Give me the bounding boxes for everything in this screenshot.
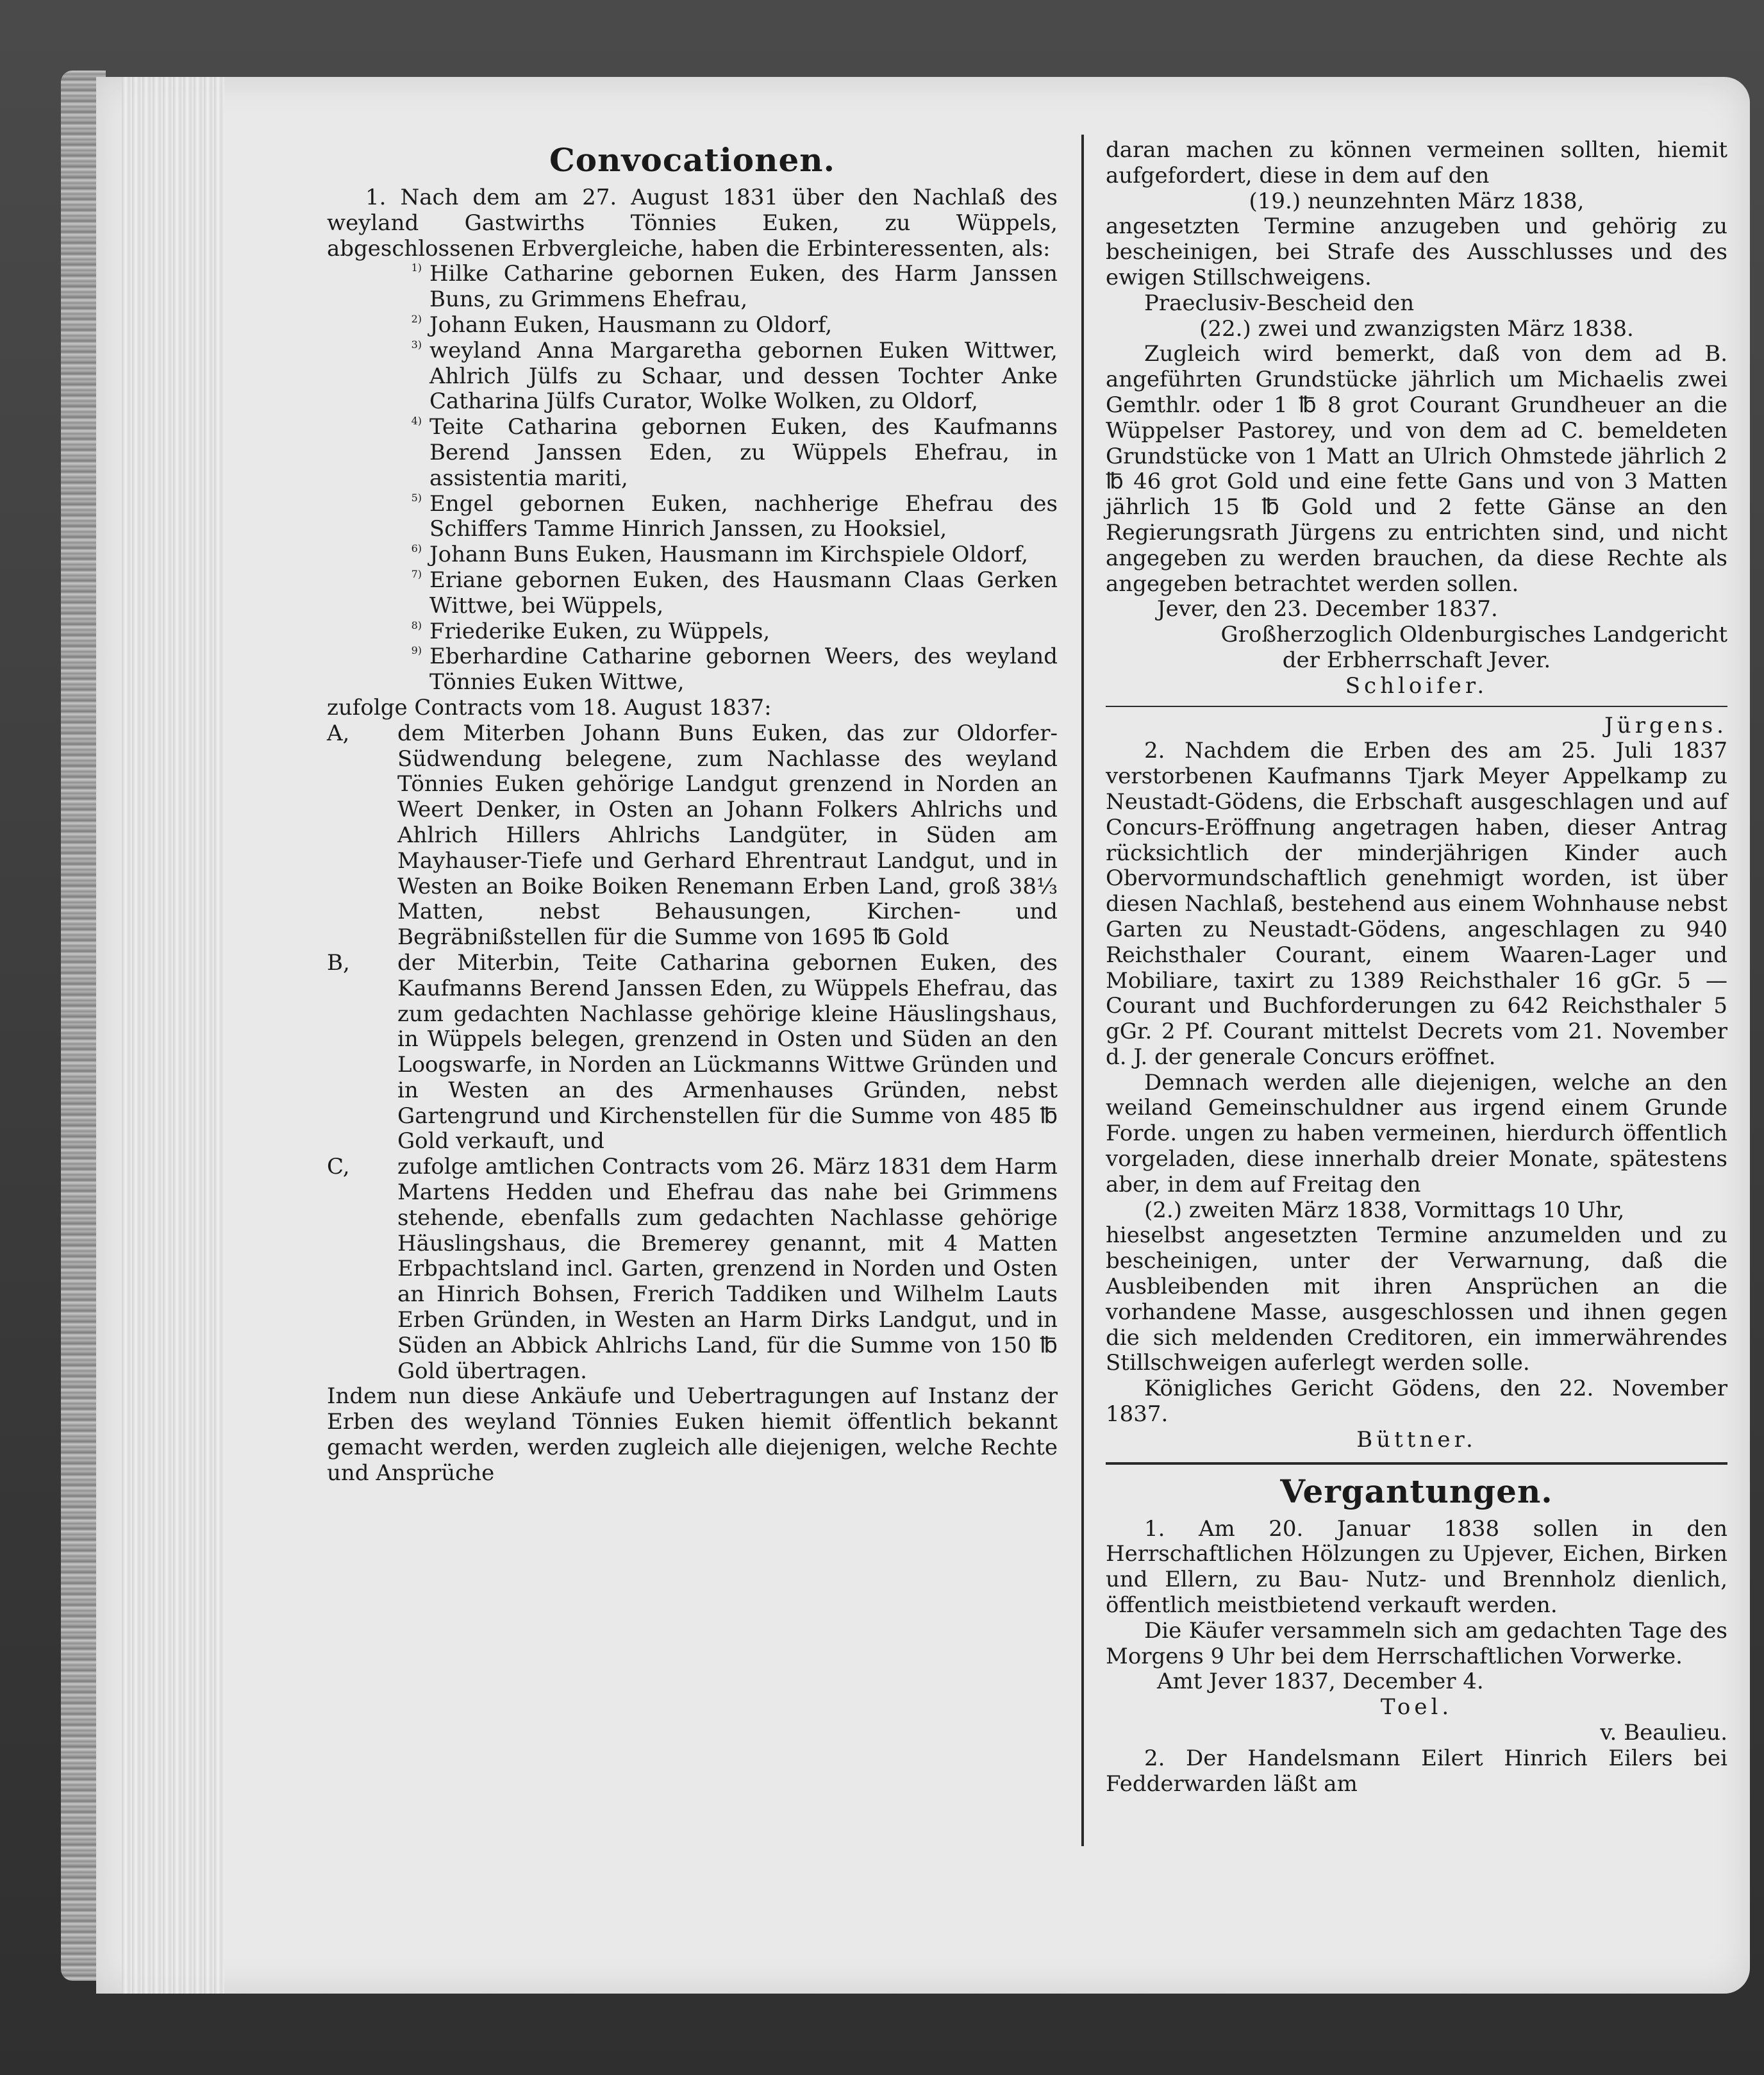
heir-text: Teite Catharina gebornen Euken, des Kaufmanns Berend Janssen Eden, zu Wüppels Ehefrau, in assistentia mariti, — [429, 414, 1058, 491]
heir-item — [327, 313, 1058, 338]
heir-item — [327, 568, 1058, 619]
clause-item — [327, 951, 1058, 1154]
section-heading-vergantungen: Vergantungen. — [1280, 1472, 1553, 1510]
continuation-text-2: angesetzten Termine anzugeben und gehörig zu bescheinigen, bei Strafe des Ausschlusses und des ewigen Stillschweigens. — [1106, 213, 1727, 290]
heir-item — [327, 262, 1058, 313]
signature-schloifer: Schloifer. — [1345, 672, 1488, 699]
heirs-list — [327, 262, 1058, 696]
notice-2-warning: hieselbst angesetzten Termine anzumelden und zu bescheinigen, unter der Verwarnung, daß die Ausbleibenden mit ihren Ansprüchen an die vorhandene Masse, ausgeschlossen und ihnen gegen die sich meldenden Creditoren, ein immerwährendes Stillschweigen auferlegt werden solle. — [1106, 1222, 1727, 1376]
notice-1-intro: 1. Nach dem am 27. August 1831 über den Nachlaß des weyland Gastwirths Tönnies Euken, zu Wüppels, abgeschlossenen Erbvergleiche, haben die Erbinteressenten, als: — [327, 185, 1058, 262]
column-divider — [1081, 135, 1084, 1846]
heir-text: Eriane gebornen Euken, des Hausmann Claas Gerken Wittwe, bei Wüppels, — [429, 567, 1058, 619]
closing-paragraph: Indem nun diese Ankäufe und Uebertragungen auf Instanz der Erben des weyland Tönnies Euken hiemit öffentlich bekannt gemacht werden, werden zugleich alle diejenigen, welche Rechte und Ansprüche — [327, 1383, 1058, 1486]
clauses-list — [327, 721, 1058, 1385]
clause-item — [327, 1154, 1058, 1384]
heir-item — [327, 644, 1058, 696]
right-column — [1106, 138, 1727, 1797]
clause-letter: B, — [327, 949, 350, 976]
heir-number: 8) — [411, 619, 422, 631]
praeclusiv-line: Praeclusiv-Bescheid den — [1144, 290, 1415, 316]
signature-beaulieu: v. Beaulieu. — [1600, 1720, 1727, 1746]
heir-text: weyland Anna Margaretha gebornen Euken Wittwer, Ahlrich Jülfs zu Schaar, und dessen Tochter Anke Catharina Jülfs Curator, Wolke Wolken, zu Oldorf, — [429, 337, 1058, 415]
place-date-line: Jever, den 23. December 1837. — [1157, 596, 1498, 622]
court-gödens-line: Königliches Gericht Gödens, den 22. November 1837. — [1106, 1376, 1727, 1428]
court-name-line-2: der Erbherrschaft Jever. — [1282, 647, 1551, 673]
heir-text: Engel gebornen Euken, nachherige Ehefrau des Schiffers Tamme Hinrich Janssen, zu Hooksiel, — [429, 490, 1058, 542]
heir-number: 1) — [411, 262, 422, 274]
heir-item — [327, 619, 1058, 645]
deadline-date-3: (2.) zweiten März 1838, Vormittags 10 Uhr, — [1144, 1197, 1625, 1223]
clause-text: der Miterbin, Teite Catharina gebornen Euken, des Kaufmanns Berend Janssen Eden, zu Wüppels Ehefrau, das zum gedachten Nachlasse gehörige kleine Häuslingshaus, in Wüppels belegen, grenzend in Osten und Süden an den Loogswarfe, in Norden an Lückmanns Wittwe Gründen und in Westen an des Armenhauses Gründen, nebst Gartengrund und Kirchenstellen für die Summe von 485 ℔ Gold verkauft, und — [397, 949, 1058, 1154]
auction-1-text: 1. Am 20. Januar 1838 sollen in den Herrschaftlichen Hölzungen zu Upjever, Eichen, Birken und Ellern, zu Bau- Nutz- und Brennholz dienlich, öffentlich meistbietend verkauft werden. — [1106, 1515, 1727, 1619]
signature-toel: Toel. — [1380, 1694, 1453, 1721]
section-heading-convocationen: Convocationen. — [549, 141, 836, 179]
heir-number: 3) — [411, 338, 422, 351]
heir-number: 6) — [411, 542, 422, 555]
ground-rent-note: Zugleich wird bemerkt, daß von dem ad B. angeführten Grundstücke jährlich um Michaelis zwei Gemthlr. oder 1 ℔ 8 grot Courant Grundheuer an die Wüppelser Pastorey, und von dem ad C. bemeldeten Grundstücke von 1 Matt an Ulrich Ohmstede jährlich 2 ℔ 46 grot Gold und eine fette Gans und von 3 Matten jährlich 15 ℔ Gold und 2 fette Gänse an den Regierungsrath Jürgens zu entrichten sind, und nicht angegeben zu werden brauchen, da diese Rechte als angegeben betrachtet werden sollen. — [1106, 341, 1727, 597]
heir-text: Friederike Euken, zu Wüppels, — [429, 618, 770, 644]
amt-date-line: Amt Jever 1837, December 4. — [1157, 1669, 1484, 1695]
auction-1-buyers: Die Käufer versammeln sich am gedachten Tage des Morgens 9 Uhr bei dem Herrschaftlichen Vorwerke. — [1106, 1617, 1727, 1669]
auction-2-text: 2. Der Handelsmann Eilert Hinrich Eilers bei Fedderwarden läßt am — [1106, 1745, 1727, 1797]
deadline-date-2: (22.) zwei und zwanzigsten März 1838. — [1199, 315, 1634, 342]
clause-text: zufolge amtlichen Contracts vom 26. März 1831 dem Harm Martens Hedden und Ehefrau das nahe bei Grimmens stehende, ebenfalls zum gedachten Nachlasse gehörige Häuslingshaus, die Bremerey genannt, mit 4 Matten Erbpachtsland incl. Garten, grenzend in Norden und Osten an Hinrich Bohsen, Frerich Taddiken und Wilhelm Lauts Erben Gründen, in Westen an Harm Dirks Landgut, und in Süden an Abbick Ahlrichs Land, für die Summe von 150 ℔ Gold übertragen. — [397, 1154, 1058, 1384]
heir-item — [327, 338, 1058, 415]
heir-text: Eberhardine Catharine gebornen Weers, des weyland Tönnies Euken Wittwe, — [429, 644, 1058, 696]
signature-juergens: Jürgens. — [1604, 712, 1727, 738]
deadline-date-1: (19.) neunzehnten März 1838, — [1249, 188, 1585, 214]
clause-text: dem Miterben Johann Buns Euken, das zur Oldorfer-Südwendung belegene, zum Nachlasse des weyland Tönnies Euken gehörige Landgut grenzend in Norden an Weert Denker, in Osten an Johann Folkers Ahlrichs und Ahlrich Hillers Ahlrichs Landgüter, in Süden am Mayhauser-Tiefe und Gerhard Ehrentraut Landgut, und in Westen an Boike Boiken Renemann Erben Land, groß 38⅓ Matten, nebst Behausungen, Kirchen- und Begräbnißstellen für die Summe von 1695 ℔ Gold — [397, 720, 1058, 951]
section-rule — [1106, 1462, 1727, 1465]
heir-text: Johann Buns Euken, Hausmann im Kirchspiele Oldorf, — [429, 542, 1029, 568]
court-name-line-1: Großherzoglich Oldenburgisches Landgericht — [1220, 622, 1727, 648]
heir-number: 9) — [411, 644, 422, 657]
heir-text: Johann Euken, Hausmann zu Oldorf, — [429, 312, 833, 338]
notice-2-summons: Demnach werden alle diejenigen, welche an den weiland Gemeinschuldner aus irgend einem Grunde Forde. ungen zu haben vermeinen, hierdurch öffentlich vorgeladen, diese innerhalb dreier Monate, spätestens aber, in dem auf Freitag den — [1106, 1069, 1727, 1197]
heir-item — [327, 415, 1058, 491]
heir-number: 4) — [411, 415, 422, 428]
heir-number: 5) — [411, 491, 422, 504]
continuation-text: daran machen zu können vermeinen sollten, hiemit aufgefordert, diese in dem auf den — [1106, 137, 1727, 188]
contract-line: zufolge Contracts vom 18. August 1837: — [327, 694, 772, 721]
signature-rule — [1106, 706, 1727, 707]
heir-text: Hilke Catharine gebornen Euken, des Harm Janssen Buns, zu Grimmens Ehefrau, — [429, 261, 1058, 313]
left-column — [327, 141, 1058, 1487]
signature-buettner: Büttner. — [1356, 1426, 1477, 1453]
notice-2-text: 2. Nachdem die Erben des am 25. Juli 1837 verstorbenen Kaufmanns Tjark Meyer Appelkamp zu Neustadt-Gödens, die Erbschaft ausgeschlagen und auf Concurs-Eröffnung angetragen haben, dieser Antrag rücksichtlich der minderjährigen Kinder auch Obervormundschaftlich genehmigt worden, ist über diesen Nachlaß, bestehend aus einem Wohnhause nebst Garten zu Neustadt-Gödens, angeschlagen zu 940 Reichsthaler Courant, einem Waaren-Lager und Mobiliare, taxirt zu 1389 Reichsthaler 16 gGr. 5 — Courant und Buchforderungen zu 642 Reichsthaler 5 gGr. 2 Pf. Courant mittelst Decrets vom 21. November d. J. der generale Concurs eröffnet. — [1106, 738, 1727, 1070]
page-gutter-edges — [122, 77, 224, 1994]
heir-number: 7) — [411, 567, 422, 580]
clause-letter: C, — [327, 1154, 350, 1180]
heir-item — [327, 492, 1058, 543]
clause-letter: A, — [327, 720, 350, 746]
heir-number: 2) — [411, 312, 422, 325]
clause-item — [327, 721, 1058, 951]
heir-item — [327, 542, 1058, 568]
